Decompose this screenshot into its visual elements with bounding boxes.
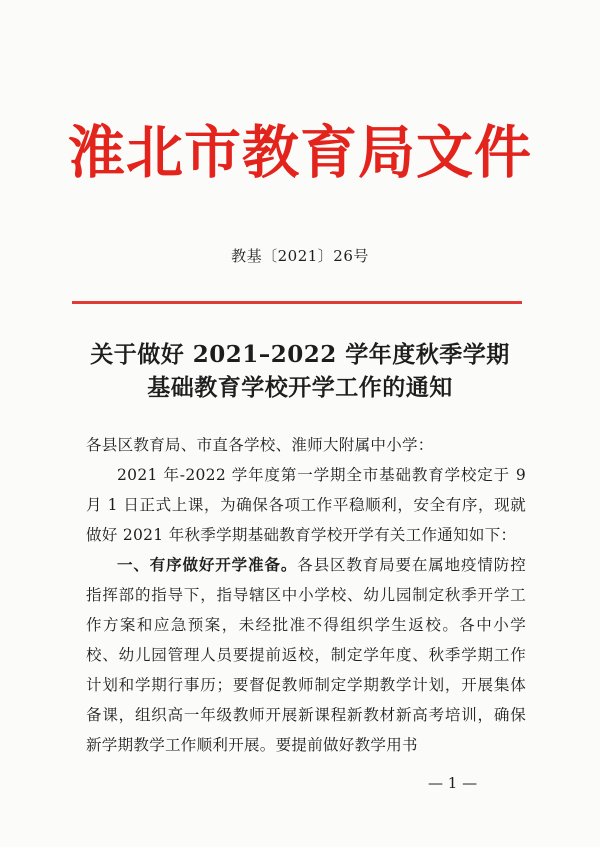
section-1-text: 各县区教育局要在属地疫情防控指挥部的指导下，指导辖区中小学校、幼儿园制定秋季开学工作方案和应急预案，未经批准不得组织学生返校。各中小学校、幼儿园管理人员要提前返校，制定学年度、秋季学期工作计划和学期行事历；要督促教师制定学期教学计划，开展集体备课，组织高一年级教师开展新课程新教材新高考培训，确保新学期教学工作顺利开展。要提前做好教学用书 (86, 556, 526, 754)
section-1-heading: 一、有序做好开学准备。 (117, 556, 298, 574)
salutation: 各县区教育局、市直各学校、淮师大附属中小学： (86, 436, 434, 454)
red-divider-line (72, 301, 522, 304)
notice-title (0, 338, 600, 404)
intro-paragraph: 2021 年-2022 学年度第一学期全市基础教育学校定于 9 月 1 日正式上课，为确保各项工作平稳顺利，安全有序，现就做好 2021 年秋季学期基础教育学校开学有关工作通知如下： (86, 466, 526, 544)
section-1-paragraph (86, 550, 526, 760)
notice-title-line-1: 关于做好 2021–2022 学年度秋季学期 (90, 341, 510, 368)
document-number: 教基〔2021〕26号 (231, 247, 369, 265)
notice-title-line-2: 基础教育学校开学工作的通知 (147, 374, 453, 401)
document-body (86, 430, 526, 760)
issuing-authority-header: 淮北市教育局文件 (68, 119, 532, 186)
page-number: — 1 — (428, 774, 478, 792)
